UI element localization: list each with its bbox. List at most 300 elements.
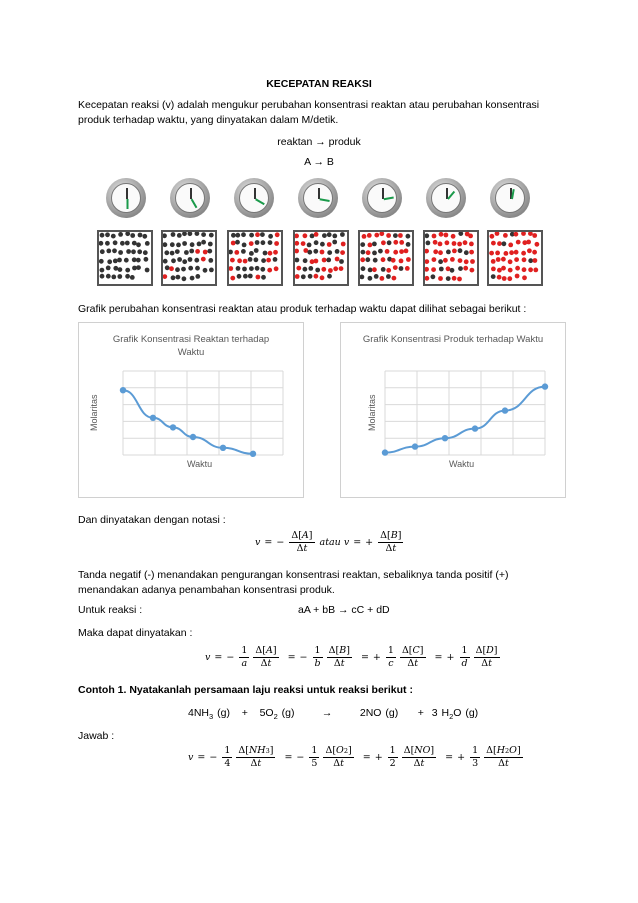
reactant-particle xyxy=(458,232,463,236)
reactant-particle xyxy=(425,233,429,238)
reactant-particle xyxy=(242,243,247,248)
product-particle xyxy=(504,251,509,256)
product-particle xyxy=(374,233,379,238)
reactant-particle xyxy=(188,266,193,271)
reactant-particle xyxy=(120,241,125,246)
reaction-label: Untuk reaksi : xyxy=(78,604,143,616)
reactant-particle xyxy=(126,249,131,254)
reactant-particle xyxy=(406,234,411,239)
reactant-particle xyxy=(163,242,167,247)
reactant-particle xyxy=(136,242,141,247)
product-particle xyxy=(522,257,527,262)
clock-icon xyxy=(362,178,402,218)
reactant-particle xyxy=(248,257,253,262)
product-particle xyxy=(386,233,391,238)
page-title: KECEPATAN REAKSI xyxy=(266,78,372,90)
product-particle xyxy=(490,234,495,239)
reactant-particle xyxy=(125,232,130,236)
chart-reaktan-title: Grafik Konsentrasi Reaktan terhadap Waktu xyxy=(112,334,270,358)
reactant-particle xyxy=(502,241,507,246)
clock-needle xyxy=(255,198,264,204)
reactant-particle xyxy=(136,265,141,270)
product-particle xyxy=(392,276,397,281)
product-particle xyxy=(231,241,236,246)
clock-icon xyxy=(426,178,466,218)
product-particle xyxy=(295,274,300,279)
reactant-particle xyxy=(237,274,242,279)
product-particle xyxy=(489,251,494,256)
reactant-particle xyxy=(249,233,254,238)
product-particle xyxy=(503,233,508,238)
reactant-particle xyxy=(181,267,186,272)
product-particle xyxy=(495,232,500,236)
reactant-particle xyxy=(374,274,379,279)
product-particle xyxy=(301,241,306,246)
reactant-particle xyxy=(263,251,268,256)
reactant-particle xyxy=(118,250,123,255)
reactant-particle xyxy=(145,268,150,273)
reactant-particle xyxy=(332,234,337,239)
product-particle xyxy=(443,258,448,263)
reactant-particle xyxy=(326,258,331,263)
reactant-particle xyxy=(194,258,199,263)
product-particle xyxy=(514,250,519,255)
product-particle xyxy=(514,232,519,237)
product-particle xyxy=(386,268,391,273)
product-particle xyxy=(463,266,468,271)
product-particle xyxy=(320,250,325,255)
reactant-particle xyxy=(491,274,496,279)
particle-box xyxy=(423,230,479,286)
product-particle xyxy=(425,259,429,264)
product-particle xyxy=(406,257,411,262)
reactant-particle xyxy=(340,232,345,237)
particle-field xyxy=(163,232,215,284)
particle-box xyxy=(487,230,543,286)
product-particle xyxy=(339,266,344,271)
chart-produk-xlabel: Waktu xyxy=(449,459,475,469)
reactant-particle xyxy=(170,242,175,247)
clock-needle xyxy=(191,199,197,208)
reactant-particle xyxy=(303,258,308,263)
reactant-particle xyxy=(137,249,142,254)
product-particle xyxy=(508,243,513,248)
reactant-particle xyxy=(201,240,206,245)
reactant-particle xyxy=(320,242,325,247)
reactant-particle xyxy=(195,266,200,271)
clock-face xyxy=(239,183,269,213)
reactant-particle xyxy=(229,250,233,255)
product-particle xyxy=(445,240,450,245)
reactant-particle xyxy=(112,248,117,253)
reactant-particle xyxy=(254,248,259,253)
particle-field xyxy=(489,232,541,284)
reactant-particle xyxy=(373,258,378,263)
product-particle xyxy=(203,250,208,255)
reactant-particle xyxy=(268,240,273,245)
clock-face xyxy=(495,183,525,213)
stated-as-label: Maka dapat dinyatakan : xyxy=(78,627,193,639)
reactant-particle xyxy=(163,259,168,264)
reactant-particle xyxy=(235,240,240,245)
clock-face xyxy=(431,183,461,213)
reactant-particle xyxy=(372,242,377,247)
reactant-particle xyxy=(248,274,253,279)
reactant-particle xyxy=(439,267,444,272)
reactant-particle xyxy=(242,267,247,272)
product-particle xyxy=(380,276,385,281)
product-particle xyxy=(532,250,537,255)
reactant-particle xyxy=(113,266,118,271)
data-point xyxy=(542,383,548,389)
product-particle xyxy=(398,233,403,238)
reactant-particle xyxy=(458,248,463,253)
reactant-particle xyxy=(165,265,170,270)
reactant-particle xyxy=(261,275,266,280)
example-reaction: $4NH_3$ $(g) + 5O_2$ (g) → 2NO (g) + 3 $H_2O$ (g) xyxy=(188,707,479,722)
reactant-particle xyxy=(132,241,137,246)
reactant-particle xyxy=(113,240,118,245)
product-particle xyxy=(514,257,519,262)
data-point xyxy=(472,425,478,431)
product-particle xyxy=(314,232,319,237)
particle-field xyxy=(229,232,281,284)
reactant-particle xyxy=(190,276,195,281)
reactant-particle xyxy=(171,275,176,280)
product-particle xyxy=(452,241,457,246)
reactant-particle xyxy=(171,258,176,263)
product-particle xyxy=(469,242,474,247)
reactant-particle xyxy=(236,266,241,271)
reactant-particle xyxy=(255,240,260,245)
reactant-particle xyxy=(310,234,315,239)
reactant-particle xyxy=(335,249,340,254)
reactant-particle xyxy=(100,233,105,238)
reactant-particle xyxy=(208,242,213,247)
product-particle xyxy=(457,277,462,282)
reactant-particle xyxy=(322,233,327,238)
data-point xyxy=(250,451,256,457)
reactant-particle xyxy=(231,233,236,238)
reactant-particle xyxy=(260,232,265,237)
notation-equation: v = − $\frac{\Delta[A]}{\Delta t}$ atau v = + $\frac{\Delta[B]}{\Delta t}$ xyxy=(255,530,402,554)
reactant-particle xyxy=(188,257,193,262)
reactant-particle xyxy=(308,266,313,271)
product-particle xyxy=(532,233,537,238)
product-particle xyxy=(495,251,500,256)
particle-field xyxy=(295,232,347,284)
product-particle xyxy=(295,234,299,239)
reactant-particle xyxy=(249,266,254,271)
product-particle xyxy=(521,232,526,236)
reactant-particle xyxy=(361,250,366,255)
product-particle xyxy=(393,265,398,270)
reactant-particle xyxy=(117,274,122,279)
product-particle xyxy=(404,249,409,254)
scheme-a-b: A → B xyxy=(304,156,334,168)
clock-needle xyxy=(383,197,393,200)
product-particle xyxy=(295,241,299,246)
clock-face xyxy=(175,183,205,213)
product-particle xyxy=(366,250,371,255)
product-particle xyxy=(425,276,429,281)
product-particle xyxy=(501,266,506,271)
reactant-particle xyxy=(307,243,312,248)
product-particle xyxy=(452,249,457,254)
chart-reaktan xyxy=(78,322,304,498)
product-particle xyxy=(201,257,206,262)
product-particle xyxy=(230,258,235,263)
particle-field xyxy=(425,232,477,284)
particle-box xyxy=(293,230,349,286)
product-particle xyxy=(507,276,512,281)
product-particle xyxy=(526,240,531,245)
product-particle xyxy=(303,233,308,238)
product-particle xyxy=(438,276,443,281)
product-particle xyxy=(432,234,437,239)
graph-intro: Grafik perubahan konsentrasi reaktan atau produk terhadap waktu dapat dilihat sebagai berikut : xyxy=(78,303,527,315)
product-particle xyxy=(195,249,200,254)
reactant-particle xyxy=(195,274,200,279)
product-particle xyxy=(452,276,457,281)
product-particle xyxy=(234,250,239,255)
product-particle xyxy=(314,259,319,264)
reactant-particle xyxy=(327,274,332,279)
reactant-particle xyxy=(431,274,436,279)
reactant-particle xyxy=(464,250,469,255)
reactant-particle xyxy=(182,232,187,236)
product-particle xyxy=(464,259,469,264)
product-particle xyxy=(501,257,506,262)
reactant-particle xyxy=(118,232,123,237)
data-point xyxy=(220,445,226,451)
reactant-particle xyxy=(164,250,169,255)
product-particle xyxy=(393,250,398,255)
chart-reaktan-xlabel: Waktu xyxy=(187,459,213,469)
reactant-particle xyxy=(138,233,143,238)
particle-box xyxy=(358,230,414,286)
reactant-particle xyxy=(177,233,182,238)
product-particle xyxy=(522,267,527,272)
product-particle xyxy=(333,266,338,271)
product-particle xyxy=(535,242,540,247)
reactant-particle xyxy=(100,249,105,254)
reactant-particle xyxy=(446,250,451,255)
product-particle xyxy=(275,232,280,237)
reactant-particle xyxy=(195,232,200,236)
product-particle xyxy=(273,250,278,255)
reactant-particle xyxy=(303,267,308,272)
reactant-particle xyxy=(261,258,266,263)
reactant-particle xyxy=(189,249,194,254)
reactant-particle xyxy=(190,242,195,247)
product-particle xyxy=(379,232,384,236)
sign-explanation: Tanda negatif (-) menandakan pengurangan konsentrasi reaktan, sebaliknya tanda positif (+) menandakan adanya penambahan konsentrasi produk. xyxy=(78,569,509,596)
data-point xyxy=(442,435,448,441)
chart-produk-title: Grafik Konsentrasi Produk terhadap Waktu xyxy=(362,334,544,345)
particle-box xyxy=(97,230,153,286)
product-particle xyxy=(491,259,496,264)
product-particle xyxy=(341,242,346,247)
product-particle xyxy=(385,249,390,254)
reactant-particle xyxy=(106,274,111,279)
clock-icon xyxy=(170,178,210,218)
product-particle xyxy=(268,251,273,256)
reactant-particle xyxy=(125,241,130,246)
chart-reaktan-ylabel: Molaritas xyxy=(89,394,99,431)
product-particle xyxy=(491,241,496,246)
example-heading xyxy=(78,684,413,696)
product-particle xyxy=(432,257,437,262)
reactant-particle xyxy=(241,232,246,237)
reactant-particle xyxy=(209,233,214,238)
data-point xyxy=(502,407,508,413)
reactant-particle xyxy=(201,232,206,237)
clock-face xyxy=(303,183,333,213)
reactant-particle xyxy=(406,242,411,247)
product-particle xyxy=(450,257,455,262)
product-particle xyxy=(399,249,404,254)
chart-reaktan-plot xyxy=(79,323,305,499)
reactant-particle xyxy=(197,242,202,247)
reactant-particle xyxy=(327,250,332,255)
product-particle xyxy=(335,257,340,262)
product-particle xyxy=(399,240,404,245)
reactant-particle xyxy=(182,259,187,264)
reactant-particle xyxy=(105,241,110,246)
product-particle xyxy=(439,232,444,237)
data-point xyxy=(120,387,126,393)
product-particle xyxy=(457,242,462,247)
reactant-particle xyxy=(339,259,344,264)
product-particle xyxy=(229,266,233,271)
product-particle xyxy=(497,275,502,280)
product-particle xyxy=(470,268,475,273)
product-particle xyxy=(533,268,538,273)
reactant-particle xyxy=(131,249,136,254)
reactant-particle xyxy=(182,276,187,281)
reactant-particle xyxy=(381,267,386,272)
product-particle xyxy=(327,242,332,247)
reactant-particle xyxy=(268,234,273,239)
product-particle xyxy=(391,258,396,263)
product-particle xyxy=(368,243,373,248)
reactant-particle xyxy=(301,274,306,279)
product-particle xyxy=(433,240,438,245)
reactant-particle xyxy=(255,266,260,271)
notation-intro: Dan dinyatakan dengan notasi : xyxy=(78,514,226,526)
product-particle xyxy=(528,232,533,236)
reactant-particle xyxy=(182,241,187,246)
reactant-particle xyxy=(100,274,105,279)
reactant-particle xyxy=(176,275,181,280)
chart-produk xyxy=(340,322,566,498)
product-particle xyxy=(515,274,520,279)
answer-equation: v = − $\frac{1}{4}$ $\frac{\Delta[NH3]}{\Delta t}$ = − $\frac{1}{5}$ $\frac{\Delta[O2]}{\Delta t}$ = + $\frac{1}{2}$ $\frac{\Delta[NO]}{\Delta t}$ = + $\frac{1}{3}$ $\frac{\Delta[H2O]}{\Delta t}$ xyxy=(188,745,521,769)
product-particle xyxy=(438,242,443,247)
reactant-particle xyxy=(528,258,533,263)
product-particle xyxy=(502,276,507,281)
scheme-reaktan-produk: reaktan → produk xyxy=(277,136,361,148)
reactant-particle xyxy=(136,258,141,263)
clock-icon xyxy=(234,178,274,218)
product-particle xyxy=(521,251,526,256)
reactant-particle xyxy=(117,258,122,263)
reactant-particle xyxy=(184,250,189,255)
series-line xyxy=(123,390,253,454)
product-particle xyxy=(320,275,325,280)
reactant-particle xyxy=(315,268,320,273)
product-particle xyxy=(527,248,532,253)
reactant-particle xyxy=(177,257,182,262)
product-particle xyxy=(399,259,404,264)
product-particle xyxy=(360,257,365,262)
clock-hand xyxy=(126,188,128,199)
product-particle xyxy=(451,234,456,239)
data-point xyxy=(412,443,418,449)
particle-box xyxy=(227,230,283,286)
reactant-particle xyxy=(105,232,110,237)
product-particle xyxy=(508,259,513,264)
product-particle xyxy=(274,241,279,246)
product-particle xyxy=(237,258,242,263)
product-particle xyxy=(266,258,271,263)
product-particle xyxy=(314,274,319,279)
product-particle xyxy=(431,267,436,272)
product-particle xyxy=(381,240,386,245)
clock-hand xyxy=(190,188,192,199)
reactant-particle xyxy=(163,233,167,238)
reactant-particle xyxy=(125,268,130,273)
reactant-particle xyxy=(100,268,105,273)
reactant-particle xyxy=(107,259,112,264)
product-particle xyxy=(362,234,367,239)
reactant-particle xyxy=(175,267,180,272)
reactant-particle xyxy=(130,275,135,280)
reactant-particle xyxy=(124,258,129,263)
reactant-particle xyxy=(175,249,180,254)
data-point xyxy=(190,434,196,440)
reactant-particle xyxy=(313,249,318,254)
reactant-particle xyxy=(130,233,135,238)
reactant-particle xyxy=(261,240,266,245)
reactant-particle xyxy=(188,232,193,236)
clock-face xyxy=(367,183,397,213)
clock-icon xyxy=(106,178,146,218)
product-particle xyxy=(497,241,502,246)
product-particle xyxy=(515,266,520,271)
reactant-particle xyxy=(207,249,212,254)
reactant-particle xyxy=(143,250,148,255)
example-number: Contoh 1 xyxy=(78,684,124,696)
reactant-particle xyxy=(426,241,431,246)
reactant-particle xyxy=(209,268,214,273)
product-particle xyxy=(509,250,514,255)
reactant-particle xyxy=(378,249,383,254)
particle-field xyxy=(99,232,151,284)
product-particle xyxy=(321,267,326,272)
reactant-particle xyxy=(99,241,103,246)
product-particle xyxy=(340,250,345,255)
reactant-particle xyxy=(260,267,265,272)
reactant-particle xyxy=(360,242,365,247)
reactant-particle xyxy=(203,268,208,273)
product-particle xyxy=(393,240,398,245)
reactant-particle xyxy=(145,241,150,246)
reactant-particle xyxy=(438,259,443,264)
product-particle xyxy=(508,268,513,273)
reactant-particle xyxy=(254,257,259,262)
